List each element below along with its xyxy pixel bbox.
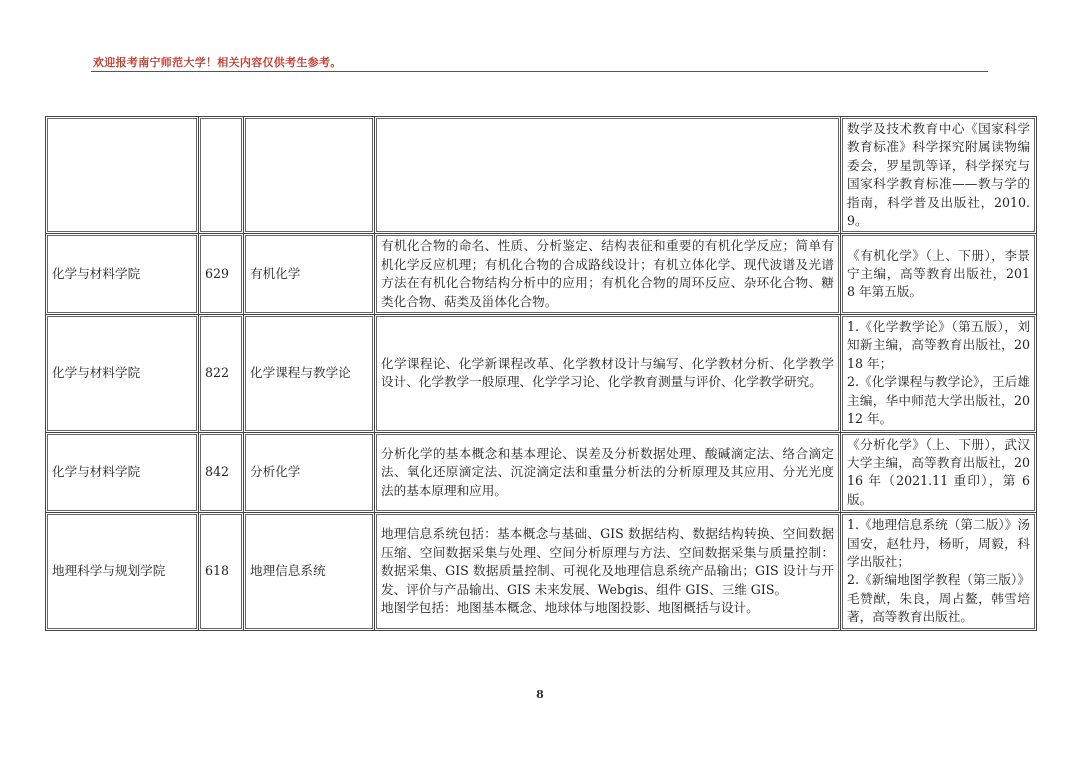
reference-book-entry: 《分析化学》（上、下册），武汉大学主编，高等教育出版社，2016 年（2021.11 重印），第 6 版。 (847, 436, 1030, 507)
table-row (46, 513, 1037, 630)
reference-books-cell (841, 513, 1037, 630)
page-number: 8 (536, 688, 544, 701)
exam-content-cell (375, 315, 841, 432)
subject-name-cell: 分析化学 (244, 433, 375, 514)
exam-content-paragraph: 地理信息系统包括：基本概念与基础、GIS 数据结构、数据结构转换、空间数据压缩、空间数据采集与处理、空间分析原理与方法、空间数据采集与质量控制：数据采集、GIS 数据质量控制、可视化及地理信息系统产品输出；GIS 设计与开发、评价与产品输出、GIS 未来发展、Webgis、组件 GIS、三维 GIS。 (381, 526, 834, 597)
exam-content-cell (375, 234, 841, 315)
reference-book-entry: 数学及技术教育中心《国家科学教育标准》科学探究附属读物编委会，罗星凯等译，科学探究与国家科学教育标准——教与学的指南，科学普及出版社，2010.9。 (847, 121, 1030, 229)
college-cell: 化学与材料学院 (46, 433, 199, 514)
reference-book-entry: 《有机化学》（上、下册），李景宁主编，高等教育出版社，2018 年第五版。 (847, 247, 1030, 300)
exam-content-paragraph: 化学课程论、化学新课程改革、化学教材设计与编写、化学教材分析、化学教学设计、化学教学一般原理、化学学习论、化学教育测量与评价、化学教学研究。 (381, 355, 834, 390)
exam-code-cell (199, 117, 244, 234)
reference-book-entry: 2.《新编地图学教程（第三版）》毛赞猷，朱良，周占鳌，韩雪培 著，高等教育出版社。 (847, 572, 1030, 625)
subject-name-cell: 有机化学 (244, 234, 375, 315)
table-row (46, 315, 1037, 432)
subject-name-cell (244, 117, 375, 234)
exam-code-cell: 842 (199, 433, 244, 514)
exam-code-cell: 618 (199, 513, 244, 630)
syllabus-table (45, 116, 1037, 631)
subject-name-cell: 地理信息系统 (244, 513, 375, 630)
reference-books-cell (841, 234, 1037, 315)
exam-content-paragraph: 有机化合物的命名、性质、分析鉴定、结构表征和重要的有机化学反应；简单有机化学反应机理；有机化合物的合成路线设计；有机立体化学、现代波谱及光谱方法在有机化合物结构分析中的应用；有机化合物的周环反应、杂环化合物、糖类化合物、萜类及甾体化合物。 (381, 238, 834, 309)
college-cell: 化学与材料学院 (46, 234, 199, 315)
table-row (46, 234, 1037, 315)
header-rule (91, 71, 988, 72)
reference-book-entry: 2.《化学课程与教学论》，王后雄主编，华中师范大学出版社，2012 年。 (847, 374, 1030, 427)
college-cell: 地理科学与规划学院 (46, 513, 199, 630)
reference-books-cell (841, 433, 1037, 514)
table-row (46, 433, 1037, 514)
exam-content-cell (375, 433, 841, 514)
header-note: 欢迎报考南宁师范大学！相关内容仅供考生参考。 (93, 56, 342, 69)
reference-books-cell (841, 117, 1037, 234)
reference-book-entry: 1.《化学教学论》（第五版），刘知新主编，高等教育出版社，2018 年； (847, 319, 1030, 371)
exam-content-cell (375, 513, 841, 630)
table-row (46, 117, 1037, 234)
college-cell: 化学与材料学院 (46, 315, 199, 432)
exam-content-cell (375, 117, 841, 234)
college-cell (46, 117, 199, 234)
exam-code-cell: 629 (199, 234, 244, 315)
exam-code-cell: 822 (199, 315, 244, 432)
subject-name-cell: 化学课程与教学论 (244, 315, 375, 432)
reference-books-cell (841, 315, 1037, 432)
reference-book-entry: 1.《地理信息系统（第二版）》汤国安，赵牡丹，杨昕，周毅，科学出版社； (847, 517, 1030, 569)
exam-content-paragraph: 分析化学的基本概念和基本理论、误差及分析数据处理、酸碱滴定法、络合滴定法、氧化还原滴定法、沉淀滴定法和重量分析法的分析原理及其应用、分光光度法的基本原理和应用。 (381, 445, 834, 498)
exam-content-paragraph: 地图学包括：地图基本概念、地球体与地图投影、地图概括与设计。 (381, 599, 759, 615)
